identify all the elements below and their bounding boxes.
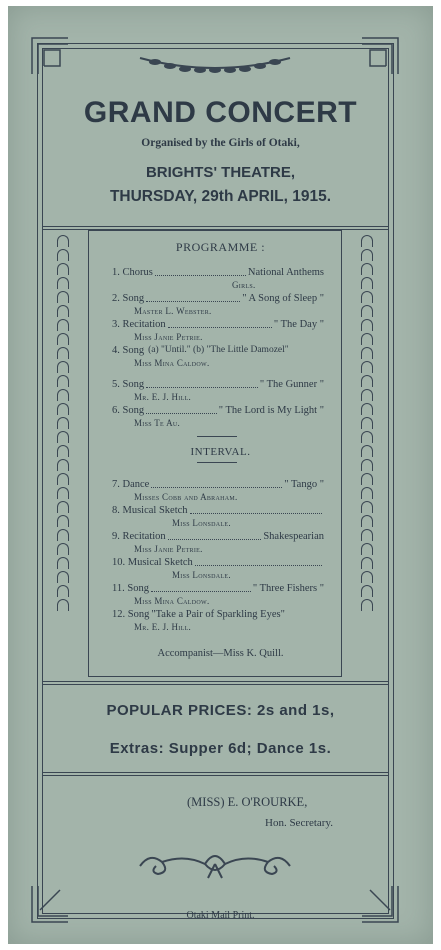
programme-item: 12. Song "Take a Pair of Sparkling Eyes" Mr. E. J. Hill. — [112, 609, 285, 632]
divider-line — [42, 775, 388, 776]
section-rule — [197, 462, 237, 463]
programme-item: 11. Song " Three Fishers " Miss Mina Caldow. — [112, 583, 324, 606]
chain-ornament-icon — [56, 235, 70, 613]
programme-item: 6. Song " The Lord is My Light " Miss Te Au. — [112, 405, 324, 428]
programme-item: 3. Recitation " The Day " Miss Janie Petrie. — [112, 319, 324, 342]
programme-heading: PROGRAMME : — [175, 240, 266, 254]
programme-item: 4. Song (a) "Until." (b) "The Little Damozel" Miss Mina Caldow. — [112, 345, 289, 368]
programme-item: 2. Song " A Song of Sleep " Master L. Webster. — [112, 293, 324, 316]
programme-item: 7. Dance " Tango " Misses Cobb and Abraham. — [112, 479, 324, 502]
printer-credit: Otaki Mail Print. — [186, 910, 255, 921]
divider-line — [42, 772, 388, 773]
laurel-ornament-icon — [135, 48, 295, 76]
programme-item: 9. Recitation Shakespearian Miss Janie Petrie. — [112, 531, 324, 554]
secretary-name: (MISS) E. O'ROURKE, — [187, 795, 308, 809]
programme-item: 10. Musical Sketch Miss Lonsdale. — [112, 556, 324, 582]
venue: BRIGHTS' THEATRE, — [145, 164, 296, 181]
concert-date: THURSDAY, 29th APRIL, 1915. — [109, 188, 332, 205]
corner-ornament-icon — [360, 36, 400, 76]
concert-title: GRAND CONCERT — [83, 96, 358, 129]
programme-item: 8. Musical Sketch Miss Lonsdale. — [112, 504, 324, 530]
corner-ornament-icon — [30, 36, 70, 76]
accompanist: Accompanist—Miss K. Quill. — [157, 648, 284, 659]
popular-prices: POPULAR PRICES: 2s and 1s, — [106, 702, 335, 719]
chain-ornament-icon — [360, 235, 374, 613]
extras-prices: Extras: Supper 6d; Dance 1s. — [109, 740, 332, 757]
organiser-line: Organised by the Girls of Otaki, — [141, 137, 300, 149]
interval-heading: INTERVAL. — [190, 446, 251, 458]
scroll-ornament-icon — [130, 846, 300, 880]
divider-line — [42, 681, 388, 682]
programme-item: 5. Song " The Gunner " Mr. E. J. Hill. — [112, 379, 324, 402]
divider-line — [42, 684, 388, 685]
divider-line — [42, 226, 388, 227]
section-rule — [197, 436, 237, 437]
secretary-role: Hon. Secretary. — [265, 817, 334, 829]
programme-item: 1. Chorus National Anthems Girls. — [112, 267, 324, 290]
